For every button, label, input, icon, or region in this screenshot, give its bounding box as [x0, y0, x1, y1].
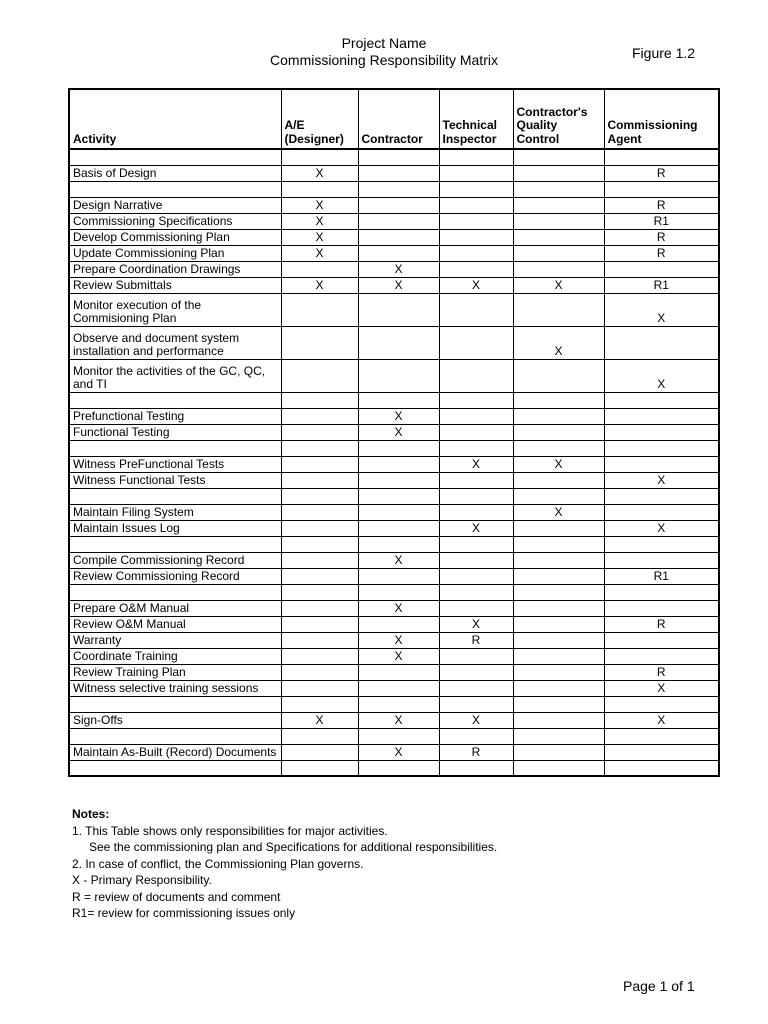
- ae-designer-cell: X: [281, 712, 358, 728]
- activity-cell: Maintain As-Built (Record) Documents: [69, 744, 281, 760]
- commissioning-agent-cell: R: [604, 165, 719, 181]
- technical-inspector-cell: R: [439, 632, 513, 648]
- technical-inspector-cell: [439, 536, 513, 552]
- commissioning-agent-cell: [604, 632, 719, 648]
- contractor-cell: [358, 760, 439, 776]
- table-row: [69, 648, 719, 664]
- ae-designer-cell: [281, 600, 358, 616]
- ae-designer-cell: [281, 664, 358, 680]
- activity-cell: Coordinate Training: [69, 648, 281, 664]
- technical-inspector-cell: X: [439, 616, 513, 632]
- activity-cell: [69, 440, 281, 456]
- ae-designer-cell: [281, 648, 358, 664]
- table-row: [69, 552, 719, 568]
- contractor-qc-cell: [513, 568, 604, 584]
- commissioning-agent-cell: R: [604, 197, 719, 213]
- table-row: [69, 424, 719, 440]
- technical-inspector-cell: [439, 696, 513, 712]
- contractor-cell: X: [358, 648, 439, 664]
- activity-cell: Sign-Offs: [69, 712, 281, 728]
- table-row: [69, 326, 719, 359]
- contractor-cell: X: [358, 600, 439, 616]
- ae-designer-cell: [281, 744, 358, 760]
- activity-cell: Design Narrative: [69, 197, 281, 213]
- technical-inspector-cell: [439, 165, 513, 181]
- contractor-qc-cell: [513, 600, 604, 616]
- contractor-qc-cell: [513, 165, 604, 181]
- contractor-cell: [358, 696, 439, 712]
- contractor-cell: [358, 456, 439, 472]
- contractor-cell: [358, 213, 439, 229]
- table-row: [69, 293, 719, 326]
- activity-cell: [69, 696, 281, 712]
- commissioning-agent-cell: [604, 424, 719, 440]
- commissioning-agent-cell: [604, 504, 719, 520]
- technical-inspector-cell: [439, 584, 513, 600]
- technical-inspector-cell: [439, 245, 513, 261]
- contractor-qc-cell: [513, 728, 604, 744]
- column-header-technical-inspector: Technical Inspector: [439, 89, 513, 149]
- commissioning-agent-cell: R: [604, 245, 719, 261]
- contractor-qc-cell: [513, 392, 604, 408]
- contractor-cell: [358, 616, 439, 632]
- contractor-qc-cell: [513, 680, 604, 696]
- contractor-qc-cell: X: [513, 326, 604, 359]
- technical-inspector-cell: [439, 261, 513, 277]
- ae-designer-cell: [281, 696, 358, 712]
- contractor-qc-cell: [513, 520, 604, 536]
- spacer-row: [69, 584, 719, 600]
- technical-inspector-cell: [439, 552, 513, 568]
- ae-designer-cell: [281, 149, 358, 165]
- ae-designer-cell: [281, 728, 358, 744]
- technical-inspector-cell: [439, 680, 513, 696]
- table-row: [69, 504, 719, 520]
- contractor-qc-cell: [513, 552, 604, 568]
- commissioning-agent-cell: [604, 552, 719, 568]
- notes-heading: Notes:: [72, 807, 110, 821]
- ae-designer-cell: [281, 632, 358, 648]
- spacer-row: [69, 536, 719, 552]
- commissioning-agent-cell: [604, 408, 719, 424]
- ae-designer-cell: [281, 488, 358, 504]
- commissioning-agent-cell: R: [604, 616, 719, 632]
- commissioning-agent-cell: X: [604, 293, 719, 326]
- commissioning-agent-cell: [604, 149, 719, 165]
- commissioning-agent-cell: [604, 584, 719, 600]
- ae-designer-cell: [281, 680, 358, 696]
- table-row: [69, 632, 719, 648]
- responsibility-matrix-table: [68, 88, 720, 777]
- contractor-cell: [358, 584, 439, 600]
- contractor-qc-cell: [513, 648, 604, 664]
- contractor-cell: X: [358, 712, 439, 728]
- technical-inspector-cell: [439, 728, 513, 744]
- technical-inspector-cell: [439, 664, 513, 680]
- notes-section: [72, 806, 497, 922]
- ae-designer-cell: [281, 293, 358, 326]
- activity-cell: Prepare Coordination Drawings: [69, 261, 281, 277]
- contractor-cell: X: [358, 408, 439, 424]
- table-row: [69, 245, 719, 261]
- technical-inspector-cell: [439, 149, 513, 165]
- technical-inspector-cell: [439, 440, 513, 456]
- contractor-cell: X: [358, 261, 439, 277]
- activity-cell: Review Submittals: [69, 277, 281, 293]
- contractor-cell: X: [358, 277, 439, 293]
- contractor-qc-cell: [513, 197, 604, 213]
- activity-cell: Prepare O&M Manual: [69, 600, 281, 616]
- activity-cell: Review Commissioning Record: [69, 568, 281, 584]
- ae-designer-cell: [281, 568, 358, 584]
- contractor-cell: [358, 488, 439, 504]
- contractor-cell: [358, 680, 439, 696]
- activity-cell: Monitor the activities of the GC, QC, and TI: [69, 359, 281, 392]
- ae-designer-cell: [281, 440, 358, 456]
- technical-inspector-cell: [439, 181, 513, 197]
- contractor-cell: [358, 359, 439, 392]
- technical-inspector-cell: [439, 408, 513, 424]
- spacer-row: [69, 488, 719, 504]
- ae-designer-cell: [281, 472, 358, 488]
- commissioning-agent-cell: R1: [604, 568, 719, 584]
- contractor-qc-cell: [513, 408, 604, 424]
- commissioning-agent-cell: [604, 392, 719, 408]
- table-row: [69, 744, 719, 760]
- technical-inspector-cell: [439, 197, 513, 213]
- contractor-cell: [358, 293, 439, 326]
- commissioning-agent-cell: X: [604, 359, 719, 392]
- contractor-qc-cell: [513, 261, 604, 277]
- contractor-qc-cell: X: [513, 277, 604, 293]
- contractor-qc-cell: [513, 712, 604, 728]
- contractor-cell: [358, 165, 439, 181]
- technical-inspector-cell: [439, 229, 513, 245]
- table-row: [69, 197, 719, 213]
- activity-cell: Compile Commissioning Record: [69, 552, 281, 568]
- technical-inspector-cell: X: [439, 456, 513, 472]
- ae-designer-cell: [281, 616, 358, 632]
- table-row: [69, 616, 719, 632]
- contractor-qc-cell: [513, 424, 604, 440]
- technical-inspector-cell: [439, 600, 513, 616]
- contractor-qc-cell: X: [513, 456, 604, 472]
- ae-designer-cell: [281, 520, 358, 536]
- table-row: [69, 213, 719, 229]
- commissioning-agent-cell: [604, 440, 719, 456]
- activity-cell: Witness PreFunctional Tests: [69, 456, 281, 472]
- contractor-qc-cell: [513, 616, 604, 632]
- activity-cell: [69, 181, 281, 197]
- technical-inspector-cell: [439, 424, 513, 440]
- contractor-cell: [358, 197, 439, 213]
- note-line: 1. This Table shows only responsibilities for major activities.: [72, 823, 388, 838]
- technical-inspector-cell: [439, 359, 513, 392]
- project-name: Project Name: [341, 35, 427, 51]
- commissioning-agent-cell: R1: [604, 213, 719, 229]
- activity-cell: [69, 728, 281, 744]
- page-number: Page 1 of 1: [623, 978, 695, 994]
- commissioning-agent-cell: [604, 456, 719, 472]
- contractor-cell: X: [358, 424, 439, 440]
- technical-inspector-cell: X: [439, 520, 513, 536]
- note-line: R = review of documents and comment: [72, 889, 281, 904]
- contractor-qc-cell: [513, 293, 604, 326]
- technical-inspector-cell: R: [439, 744, 513, 760]
- activity-cell: Maintain Issues Log: [69, 520, 281, 536]
- commissioning-agent-cell: [604, 648, 719, 664]
- contractor-cell: [358, 520, 439, 536]
- table-row: [69, 277, 719, 293]
- contractor-cell: X: [358, 632, 439, 648]
- note-line: R1= review for commissioning issues only: [72, 906, 296, 920]
- activity-cell: Witness selective training sessions: [69, 680, 281, 696]
- technical-inspector-cell: X: [439, 712, 513, 728]
- spacer-row: [69, 760, 719, 776]
- column-header-ae-designer: A/E (Designer): [281, 89, 358, 149]
- activity-cell: Warranty: [69, 632, 281, 648]
- contractor-qc-cell: X: [513, 504, 604, 520]
- table-row: [69, 165, 719, 181]
- contractor-cell: [358, 229, 439, 245]
- technical-inspector-cell: [439, 213, 513, 229]
- table-row: [69, 359, 719, 392]
- activity-cell: Update Commissioning Plan: [69, 245, 281, 261]
- note-line: X - Primary Responsibility.: [72, 873, 212, 887]
- contractor-qc-cell: [513, 488, 604, 504]
- contractor-qc-cell: [513, 359, 604, 392]
- commissioning-agent-cell: X: [604, 472, 719, 488]
- contractor-qc-cell: [513, 149, 604, 165]
- ae-designer-cell: X: [281, 197, 358, 213]
- contractor-qc-cell: [513, 584, 604, 600]
- commissioning-agent-cell: [604, 696, 719, 712]
- commissioning-agent-cell: [604, 181, 719, 197]
- commissioning-agent-cell: [604, 744, 719, 760]
- ae-designer-cell: [281, 584, 358, 600]
- document-title: Commissioning Responsibility Matrix: [270, 52, 498, 68]
- spacer-row: [69, 728, 719, 744]
- table-row: [69, 680, 719, 696]
- activity-cell: Observe and document system installation and performance: [69, 326, 281, 359]
- commissioning-agent-cell: [604, 600, 719, 616]
- commissioning-agent-cell: R1: [604, 277, 719, 293]
- table-body: [69, 149, 719, 776]
- ae-designer-cell: [281, 408, 358, 424]
- activity-cell: Prefunctional Testing: [69, 408, 281, 424]
- commissioning-agent-cell: R: [604, 664, 719, 680]
- commissioning-agent-cell: [604, 536, 719, 552]
- commissioning-agent-cell: [604, 760, 719, 776]
- table-row: [69, 408, 719, 424]
- contractor-qc-cell: [513, 229, 604, 245]
- commissioning-agent-cell: X: [604, 680, 719, 696]
- commissioning-agent-cell: [604, 261, 719, 277]
- spacer-row: [69, 392, 719, 408]
- ae-designer-cell: [281, 504, 358, 520]
- ae-designer-cell: [281, 456, 358, 472]
- technical-inspector-cell: [439, 293, 513, 326]
- contractor-cell: [358, 440, 439, 456]
- contractor-qc-cell: [513, 744, 604, 760]
- contractor-cell: [358, 472, 439, 488]
- contractor-qc-cell: [513, 696, 604, 712]
- table-row: [69, 472, 719, 488]
- contractor-qc-cell: [513, 536, 604, 552]
- ae-designer-cell: X: [281, 213, 358, 229]
- contractor-qc-cell: [513, 213, 604, 229]
- contractor-cell: [358, 664, 439, 680]
- table-row: [69, 520, 719, 536]
- activity-cell: Functional Testing: [69, 424, 281, 440]
- contractor-qc-cell: [513, 440, 604, 456]
- spacer-row: [69, 181, 719, 197]
- table-row: [69, 229, 719, 245]
- table-row: [69, 261, 719, 277]
- activity-cell: Basis of Design: [69, 165, 281, 181]
- commissioning-agent-cell: R: [604, 229, 719, 245]
- commissioning-agent-cell: X: [604, 520, 719, 536]
- activity-cell: Develop Commissioning Plan: [69, 229, 281, 245]
- contractor-cell: [358, 536, 439, 552]
- column-header-contractor: Contractor: [358, 89, 439, 149]
- table-row: [69, 600, 719, 616]
- ae-designer-cell: X: [281, 277, 358, 293]
- contractor-cell: [358, 245, 439, 261]
- ae-designer-cell: [281, 326, 358, 359]
- activity-cell: [69, 536, 281, 552]
- activity-cell: Maintain Filing System: [69, 504, 281, 520]
- spacer-row: [69, 149, 719, 165]
- ae-designer-cell: [281, 760, 358, 776]
- technical-inspector-cell: [439, 504, 513, 520]
- activity-cell: Witness Functional Tests: [69, 472, 281, 488]
- activity-cell: [69, 149, 281, 165]
- contractor-qc-cell: [513, 664, 604, 680]
- commissioning-agent-cell: [604, 488, 719, 504]
- spacer-row: [69, 440, 719, 456]
- activity-cell: Review O&M Manual: [69, 616, 281, 632]
- document-header: [200, 35, 568, 69]
- technical-inspector-cell: [439, 488, 513, 504]
- ae-designer-cell: [281, 359, 358, 392]
- contractor-cell: [358, 568, 439, 584]
- table-row: [69, 712, 719, 728]
- table-row: [69, 456, 719, 472]
- technical-inspector-cell: [439, 472, 513, 488]
- technical-inspector-cell: X: [439, 277, 513, 293]
- spacer-row: [69, 696, 719, 712]
- contractor-cell: [358, 181, 439, 197]
- figure-label: Figure 1.2: [632, 45, 696, 61]
- ae-designer-cell: [281, 392, 358, 408]
- ae-designer-cell: X: [281, 245, 358, 261]
- technical-inspector-cell: [439, 326, 513, 359]
- table-header: [69, 89, 719, 149]
- table-row: [69, 664, 719, 680]
- column-header-activity: Activity: [69, 89, 281, 149]
- technical-inspector-cell: [439, 648, 513, 664]
- contractor-qc-cell: [513, 760, 604, 776]
- contractor-cell: [358, 504, 439, 520]
- contractor-cell: [358, 149, 439, 165]
- contractor-qc-cell: [513, 181, 604, 197]
- activity-cell: [69, 760, 281, 776]
- column-header-contractor-quality-control: Contractor's Quality Control: [513, 89, 604, 149]
- activity-cell: Commissioning Specifications: [69, 213, 281, 229]
- activity-cell: [69, 488, 281, 504]
- contractor-cell: X: [358, 552, 439, 568]
- activity-cell: Review Training Plan: [69, 664, 281, 680]
- activity-cell: Monitor execution of the Commisioning Plan: [69, 293, 281, 326]
- commissioning-agent-cell: [604, 326, 719, 359]
- contractor-cell: X: [358, 744, 439, 760]
- ae-designer-cell: X: [281, 165, 358, 181]
- note-line: 2. In case of conflict, the Commissioning Plan governs.: [72, 856, 364, 871]
- technical-inspector-cell: [439, 392, 513, 408]
- ae-designer-cell: [281, 261, 358, 277]
- column-header-commissioning-agent: Commissioning Agent: [604, 89, 719, 149]
- ae-designer-cell: [281, 181, 358, 197]
- commissioning-agent-cell: X: [604, 712, 719, 728]
- contractor-cell: [358, 728, 439, 744]
- contractor-qc-cell: [513, 472, 604, 488]
- ae-designer-cell: [281, 424, 358, 440]
- contractor-cell: [358, 326, 439, 359]
- ae-designer-cell: X: [281, 229, 358, 245]
- commissioning-agent-cell: [604, 728, 719, 744]
- technical-inspector-cell: [439, 568, 513, 584]
- table-row: [69, 568, 719, 584]
- activity-cell: [69, 392, 281, 408]
- ae-designer-cell: [281, 552, 358, 568]
- note-line: See the commissioning plan and Specifications for additional responsibilities.: [89, 840, 498, 854]
- contractor-qc-cell: [513, 632, 604, 648]
- ae-designer-cell: [281, 536, 358, 552]
- technical-inspector-cell: [439, 760, 513, 776]
- activity-cell: [69, 584, 281, 600]
- contractor-qc-cell: [513, 245, 604, 261]
- contractor-cell: [358, 392, 439, 408]
